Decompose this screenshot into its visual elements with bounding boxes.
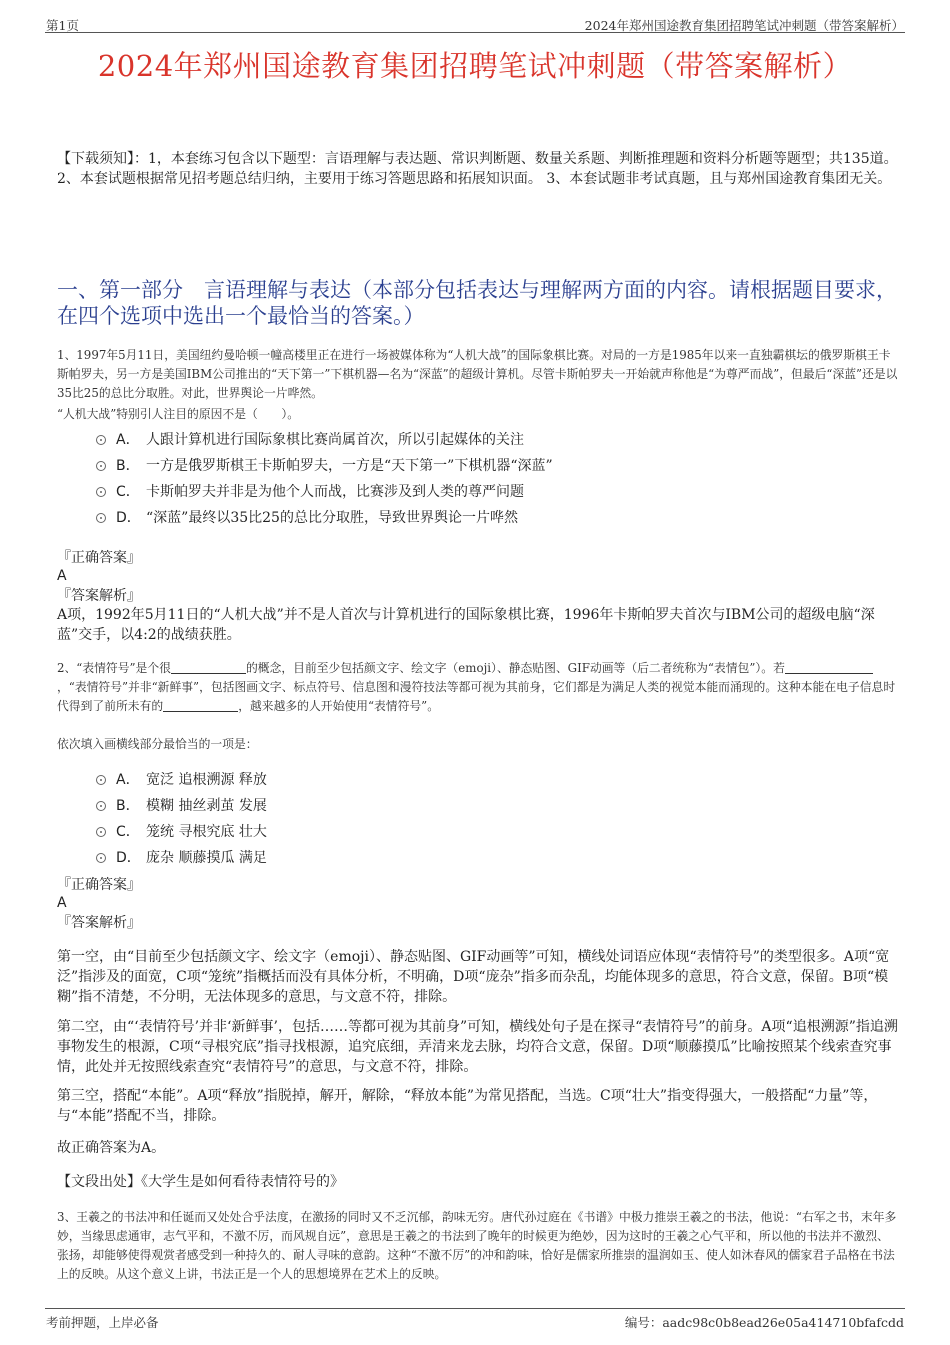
q2-analysis-heading: 『答案解析』: [57, 915, 141, 931]
download-notice: 【下载须知】：1，本套练习包含以下题型：言语理解与表达题、常识判断题、数量关系题、判断推理题和资料分析题等题型；共135道。 2、本套试题根据常见招考题总结归纳，主要用于练习答题思路和拓展知识面。 3、本套试题非考试真题，且与郑州国途教育集团无关。: [57, 151, 898, 187]
radio-icon[interactable]: [96, 435, 106, 445]
fill-blank-1: [171, 662, 246, 674]
q2-conclusion: 故正确答案为A。: [57, 1140, 166, 1156]
section-heading: 一、第一部分 言语理解与表达（本部分包括表达与理解两方面的内容。请根据题目要求，在四个选项中选出一个最恰当的答案。）: [57, 278, 897, 329]
q1-analysis-heading: 『答案解析』: [57, 588, 141, 604]
q2-source: 【文段出处】《大学生是如何看待表情符号的》: [57, 1174, 344, 1190]
q1-option-d[interactable]: D． “深蓝”最终以35比25的总比分取胜，导致世界舆论一片哗然: [96, 507, 876, 527]
q2-answer: A: [57, 895, 67, 911]
radio-icon[interactable]: [96, 801, 106, 811]
radio-icon[interactable]: [96, 461, 106, 471]
footer-slogan: 考前押题，上岸必备: [46, 1315, 159, 1330]
q2-option-c[interactable]: C． 笼统 寻根究底 壮大: [96, 821, 876, 841]
radio-icon[interactable]: [96, 827, 106, 837]
q3-stem: 3、王羲之的书法冲和任诞而又处处合乎法度，在激扬的同时又不乏沉郁，韵味无穷。唐代孙过庭在《书谱》中极力推崇王羲之的书法，他说：“右军之书，末年多妙，当缘思虑通审，志气平和，不激不厉，而风规自远”，意思是王羲之的书法到了晚年的时候更为绝妙，因为这时的王羲之心气平和，所以他的书法并不激烈、张扬，却能够使得观赏者感受到一种持久的、耐人寻味的意韵。这种“不激不厉”的冲和韵味，恰好是儒家所推崇的温润如玉、使人如沐春风的儒家君子品格在书法上的反映。从这个意义上讲，书法正是一个人的思想境界在艺术上的反映。: [57, 1210, 897, 1282]
fill-blank-2: [785, 662, 873, 674]
q1-option-c[interactable]: C． 卡斯帕罗夫并非是为他个人而战，比赛涉及到人类的尊严问题: [96, 481, 876, 501]
q2-option-a[interactable]: A． 宽泛 追根溯源 释放: [96, 769, 876, 789]
q1-question: “人机大战”特别引人注目的原因不是（ ）。: [57, 407, 300, 421]
footer-divider: [45, 1308, 905, 1309]
q2-stem: 2、“表情符号”是个很 的概念，目前至少包括颜文字、绘文字（emoji）、静态贴图、GIF动画等（后二者统称为“表情包”）。若，“表情符号”并非“新鲜事”，包括图画文字、标点符号、信息图和漫符技法等都可视为其前身，它们都是为满足人类的视觉本能而涌现的。这种本能在电子信息时代得到了前所未有的 ，越来越多的人开始使用“表情符号”。: [57, 661, 896, 714]
page-title: 2024年郑州国途教育集团招聘笔试冲刺题（带答案解析）: [97, 49, 853, 83]
q1-answer: A: [57, 568, 67, 584]
q2-option-b[interactable]: B． 模糊 抽丝剥茧 发展: [96, 795, 876, 815]
fill-blank-3: [163, 700, 238, 712]
q2-answer-heading: 『正确答案』: [57, 877, 141, 893]
q2-question: 依次填入画横线部分最恰当的一项是：: [57, 737, 258, 751]
radio-icon[interactable]: [96, 853, 106, 863]
q1-option-a[interactable]: A． 人跟计算机进行国际象棋比赛尚属首次，所以引起媒体的关注: [96, 429, 876, 449]
page-number: 第1页: [46, 18, 79, 33]
q2-analysis-paragraph-2: 第二空，由“‘表情符号’并非‘新鲜事’，包括……等都可视为其前身”可知，横线处句子是在探寻“表情符号”的前身。A项“追根溯源”指追溯事物发生的根源，C项“寻根究底”指寻找根源，追究底细，弄清来龙去脉，均符合文意，保留。D项“顺藤摸瓜”比喻按照某个线索查究事情，此处并无按照线索查究“表情符号”的意思，与文意不符，排除。: [57, 1019, 898, 1075]
q1-stem: 1、1997年5月11日，美国纽约曼哈顿一幢高楼里正在进行一场被媒体称为“人机大战”的国际象棋比赛。对局的一方是1985年以来一直独霸棋坛的俄罗斯棋王卡斯帕罗夫，另一方是美国IBM公司推出的“天下第一”下棋机器—名为“深蓝”的超级计算机。尽管卡斯帕罗夫一开始就声称他是“为尊严而战”，但最后“深蓝”还是以35比25的总比分取胜。对此，世界舆论一片哗然。: [57, 348, 898, 401]
q1-option-b[interactable]: B． 一方是俄罗斯棋王卡斯帕罗夫，一方是“天下第一”下棋机器“深蓝”: [96, 455, 876, 475]
footer-serial: 编号：aadc98c0b8ead26e05a414710bfafcdd: [624, 1315, 904, 1330]
header-doc-title: 2024年郑州国途教育集团招聘笔试冲刺题（带答案解析）: [584, 18, 904, 33]
q2-analysis-paragraph-1: 第一空，由“目前至少包括颜文字、绘文字（emoji）、静态贴图、GIF动画等”可知，横线处词语应体现“表情符号”的类型很多。A项“宽泛”指涉及的面宽，C项“笼统”指概括而没有具体分析，不明确，D项“庞杂”指多而杂乱，均能体现多的意思，符合文意，保留。B项“模糊”指不清楚，不分明，无法体现多的意思，与文意不符，排除。: [57, 949, 890, 1005]
header-divider: [45, 32, 905, 33]
radio-icon[interactable]: [96, 487, 106, 497]
q1-answer-heading: 『正确答案』: [57, 550, 141, 566]
radio-icon[interactable]: [96, 775, 106, 785]
radio-icon[interactable]: [96, 513, 106, 523]
q2-analysis-paragraph-3: 第三空，搭配“本能”。A项“释放”指脱掉，解开，解除，“释放本能”为常见搭配，当选。C项“壮大”指变得强大，一般搭配“力量”等，与“本能”搭配不当，排除。: [57, 1088, 878, 1124]
q2-option-d[interactable]: D． 庞杂 顺藤摸瓜 满足: [96, 847, 876, 867]
q1-analysis: A项，1992年5月11日的“人机大战”并不是人首次与计算机进行的国际象棋比赛，1996年卡斯帕罗夫首次与IBM公司的超级电脑“深蓝”交手，以4:2的战绩获胜。: [57, 607, 875, 643]
